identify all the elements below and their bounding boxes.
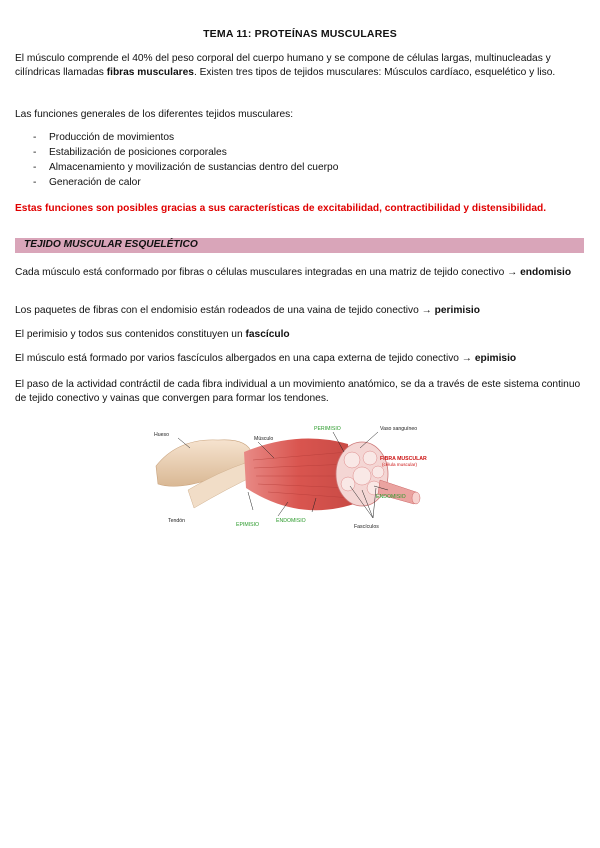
label-epimisio: EPIMISIO <box>236 522 260 528</box>
list-item: - Estabilización de posiciones corporales <box>33 147 227 158</box>
paragraph-endomisio: Cada músculo está conformado por fibras o células musculares integradas en una matriz de tejido conectivo → endomisio <box>15 267 572 278</box>
label-musculo: Músculo <box>254 436 274 442</box>
label-fasciculos: Fascículos <box>354 524 379 530</box>
muscle-anatomy-figure <box>148 418 454 536</box>
paragraph-epimisio: El músculo está formado por varios fascículos albergados en una capa externa de tejido conectivo → epimisio <box>15 353 517 364</box>
label-fibra: FIBRA MUSCULAR <box>380 456 427 462</box>
section-header <box>15 238 584 253</box>
paragraph-fasciculo: El perimisio y todos sus contenidos constituyen un fascículo <box>15 329 290 340</box>
section-title: TEJIDO MUSCULAR ESQUELÉTICO <box>24 239 198 250</box>
intro-text-1: El músculo comprende el 40% del peso corporal del cuerpo humano y se compone de células largas, multinucleadas y cilíndricas llamadas <box>15 53 551 78</box>
list-item: - Generación de calor <box>33 177 141 188</box>
functions-intro: Las funciones generales de los diferentes tejidos musculares: <box>15 109 294 120</box>
paragraph-perimisio: Los paquetes de fibras con el endomisio están rodeados de una vaina de tejido conectivo → perimisio <box>15 305 480 316</box>
intro-paragraph <box>15 52 585 80</box>
highlight-text: Estas funciones son posibles gracias a sus características de excitabilidad, contractibilidad y distensibilidad. <box>15 203 547 214</box>
label-celula: (célula muscular) <box>382 462 417 467</box>
label-endomisio: ENDOMISIO <box>276 518 306 524</box>
paragraph-tendones: El paso de la actividad contráctil de cada fibra individual a un movimiento anatómico, se da a través de este sistema continuo de tejido conectivo y vainas que convergen para formar los tendones. <box>15 379 581 404</box>
label-vaso: Vaso sanguíneo <box>380 426 418 432</box>
intro-text-2: . Existen tres tipos de tejidos musculares: Músculos cardíaco, esquelético y liso. <box>193 67 556 78</box>
label-perimisio: PERIMISIO <box>314 426 341 432</box>
label-endomisio-right: ENDOMISIO <box>376 494 406 500</box>
list-item: - Producción de movimientos <box>33 132 175 143</box>
label-tendon: Tendón <box>168 518 186 524</box>
label-hueso: Hueso <box>154 432 169 438</box>
list-item: - Almacenamiento y movilización de sustancias dentro del cuerpo <box>33 162 339 173</box>
fiber-shape <box>378 480 418 504</box>
intro-bold: fibras musculares <box>106 67 194 78</box>
functions-list <box>15 130 575 190</box>
page-title: TEMA 11: PROTEÍNAS MUSCULARES <box>203 28 397 40</box>
